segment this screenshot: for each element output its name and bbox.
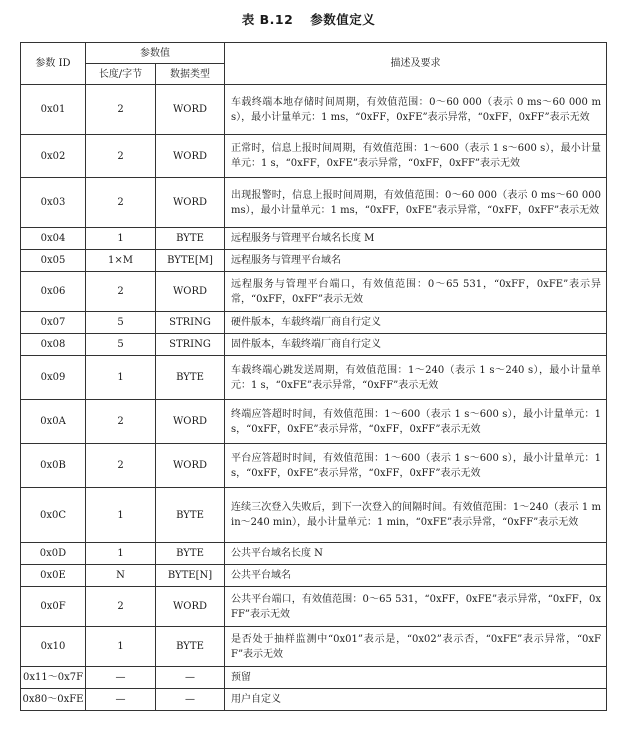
cell-id: 0x0E <box>21 565 86 587</box>
table-row <box>21 488 607 543</box>
cell-description: 远程服务与管理平台端口，有效值范围：0～65 531，“0xFF，0xFE”表示异常，“0xFF，0xFF”表示无效 <box>225 272 607 312</box>
table-row <box>21 85 607 135</box>
cell-length: 2 <box>86 400 156 444</box>
table-row <box>21 356 607 400</box>
header-data-type: 数据类型 <box>156 64 225 85</box>
table-row <box>21 667 607 689</box>
cell-description: 出现报警时，信息上报时间周期，有效值范围：0～60 000（表示 0 ms～60 000 ms），最小计量单元：1 ms，“0xFF，0xFE”表示异常，“0xFF，0xFF”表示无效 <box>225 178 607 228</box>
table-row <box>21 228 607 250</box>
cell-length: 1 <box>86 488 156 543</box>
cell-description: 用户自定义 <box>225 689 607 711</box>
cell-id: 0x09 <box>21 356 86 400</box>
cell-length: 1 <box>86 627 156 667</box>
cell-description: 远程服务与管理平台域名 <box>225 250 607 272</box>
cell-id: 0x11～0x7F <box>21 667 86 689</box>
cell-length: 2 <box>86 587 156 627</box>
header-description: 描述及要求 <box>225 43 607 85</box>
header-param-value: 参数值 <box>86 43 225 64</box>
cell-description: 车载终端心跳发送周期，有效值范围：1～240（表示 1 s～240 s），最小计量单元：1 s，“0xFE”表示异常，“0xFF”表示无效 <box>225 356 607 400</box>
header-length: 长度/字节 <box>86 64 156 85</box>
cell-id: 0x03 <box>21 178 86 228</box>
cell-description: 车载终端本地存储时间周期，有效值范围：0～60 000（表示 0 ms～60 000 ms），最小计量单元：1 ms，“0xFF，0xFE”表示异常，“0xFF，0xFF”表示无效 <box>225 85 607 135</box>
cell-type: WORD <box>156 178 225 228</box>
cell-id: 0x0A <box>21 400 86 444</box>
header-param-id: 参数 ID <box>21 43 86 85</box>
cell-type: STRING <box>156 334 225 356</box>
cell-description: 正常时，信息上报时间周期，有效值范围：1～600（表示 1 s～600 s），最小计量单元：1 s，“0xFF，0xFE”表示异常，“0xFF，0xFF”表示无效 <box>225 135 607 178</box>
cell-description: 公共平台端口，有效值范围：0～65 531，“0xFF，0xFE”表示异常，“0xFF，0xFF”表示无效 <box>225 587 607 627</box>
cell-length: 1 <box>86 356 156 400</box>
table-row <box>21 135 607 178</box>
cell-type: WORD <box>156 272 225 312</box>
table-row <box>21 400 607 444</box>
table-number: 表 B.12 <box>241 12 294 27</box>
table-row <box>21 565 607 587</box>
table-row <box>21 444 607 488</box>
cell-type: WORD <box>156 400 225 444</box>
cell-description: 连续三次登入失败后，到下一次登入的间隔时间。有效值范围：1～240（表示 1 min～240 min），最小计量单元：1 min，“0xFE”表示异常，“0xFF”表示无效 <box>225 488 607 543</box>
cell-id: 0x80～0xFE <box>21 689 86 711</box>
cell-description: 终端应答超时时间，有效值范围：1～600（表示 1 s～600 s），最小计量单元：1 s，“0xFF，0xFE”表示异常，“0xFF，0xFF”表示无效 <box>225 400 607 444</box>
cell-length: 5 <box>86 312 156 334</box>
table-row <box>21 689 607 711</box>
parameter-value-table <box>20 42 607 711</box>
cell-type: WORD <box>156 85 225 135</box>
cell-length: 1 <box>86 228 156 250</box>
cell-type: BYTE[N] <box>156 565 225 587</box>
cell-id: 0x07 <box>21 312 86 334</box>
cell-description: 固件版本，车载终端厂商自行定义 <box>225 334 607 356</box>
cell-length: — <box>86 689 156 711</box>
cell-length: 5 <box>86 334 156 356</box>
table-row <box>21 587 607 627</box>
table-caption <box>0 10 617 28</box>
cell-description: 硬件版本，车载终端厂商自行定义 <box>225 312 607 334</box>
table-title: 参数值定义 <box>310 12 376 27</box>
cell-length: 1×M <box>86 250 156 272</box>
cell-description: 是否处于抽样监测中“0x01”表示是，“0x02”表示否，“0xFE”表示异常，“0xFF”表示无效 <box>225 627 607 667</box>
cell-id: 0x04 <box>21 228 86 250</box>
cell-id: 0x08 <box>21 334 86 356</box>
cell-id: 0x02 <box>21 135 86 178</box>
cell-length: — <box>86 667 156 689</box>
table-row <box>21 334 607 356</box>
cell-length: 2 <box>86 444 156 488</box>
cell-length: 2 <box>86 85 156 135</box>
table-row <box>21 178 607 228</box>
table-row <box>21 272 607 312</box>
cell-description: 预留 <box>225 667 607 689</box>
cell-description: 平台应答超时时间，有效值范围：1～600（表示 1 s～600 s），最小计量单元：1 s，“0xFF，0xFE”表示异常，“0xFF，0xFF”表示无效 <box>225 444 607 488</box>
cell-id: 0x0D <box>21 543 86 565</box>
cell-id: 0x0F <box>21 587 86 627</box>
cell-description: 远程服务与管理平台域名长度 M <box>225 228 607 250</box>
cell-description: 公共平台域名 <box>225 565 607 587</box>
cell-id: 0x10 <box>21 627 86 667</box>
cell-length: 2 <box>86 272 156 312</box>
cell-type: STRING <box>156 312 225 334</box>
cell-type: WORD <box>156 587 225 627</box>
cell-length: 2 <box>86 135 156 178</box>
cell-length: 1 <box>86 543 156 565</box>
table-row <box>21 250 607 272</box>
table-row <box>21 627 607 667</box>
cell-id: 0x0B <box>21 444 86 488</box>
cell-length: 2 <box>86 178 156 228</box>
cell-type: WORD <box>156 444 225 488</box>
cell-id: 0x05 <box>21 250 86 272</box>
cell-id: 0x06 <box>21 272 86 312</box>
cell-type: BYTE <box>156 488 225 543</box>
cell-type: BYTE <box>156 356 225 400</box>
cell-type: — <box>156 667 225 689</box>
cell-id: 0x0C <box>21 488 86 543</box>
table-row <box>21 312 607 334</box>
cell-id: 0x01 <box>21 85 86 135</box>
cell-type: WORD <box>156 135 225 178</box>
cell-type: BYTE <box>156 228 225 250</box>
cell-type: BYTE <box>156 627 225 667</box>
cell-description: 公共平台域名长度 N <box>225 543 607 565</box>
cell-type: BYTE <box>156 543 225 565</box>
table-body <box>21 85 607 711</box>
cell-type: — <box>156 689 225 711</box>
cell-length: N <box>86 565 156 587</box>
table-row <box>21 543 607 565</box>
cell-type: BYTE[M] <box>156 250 225 272</box>
